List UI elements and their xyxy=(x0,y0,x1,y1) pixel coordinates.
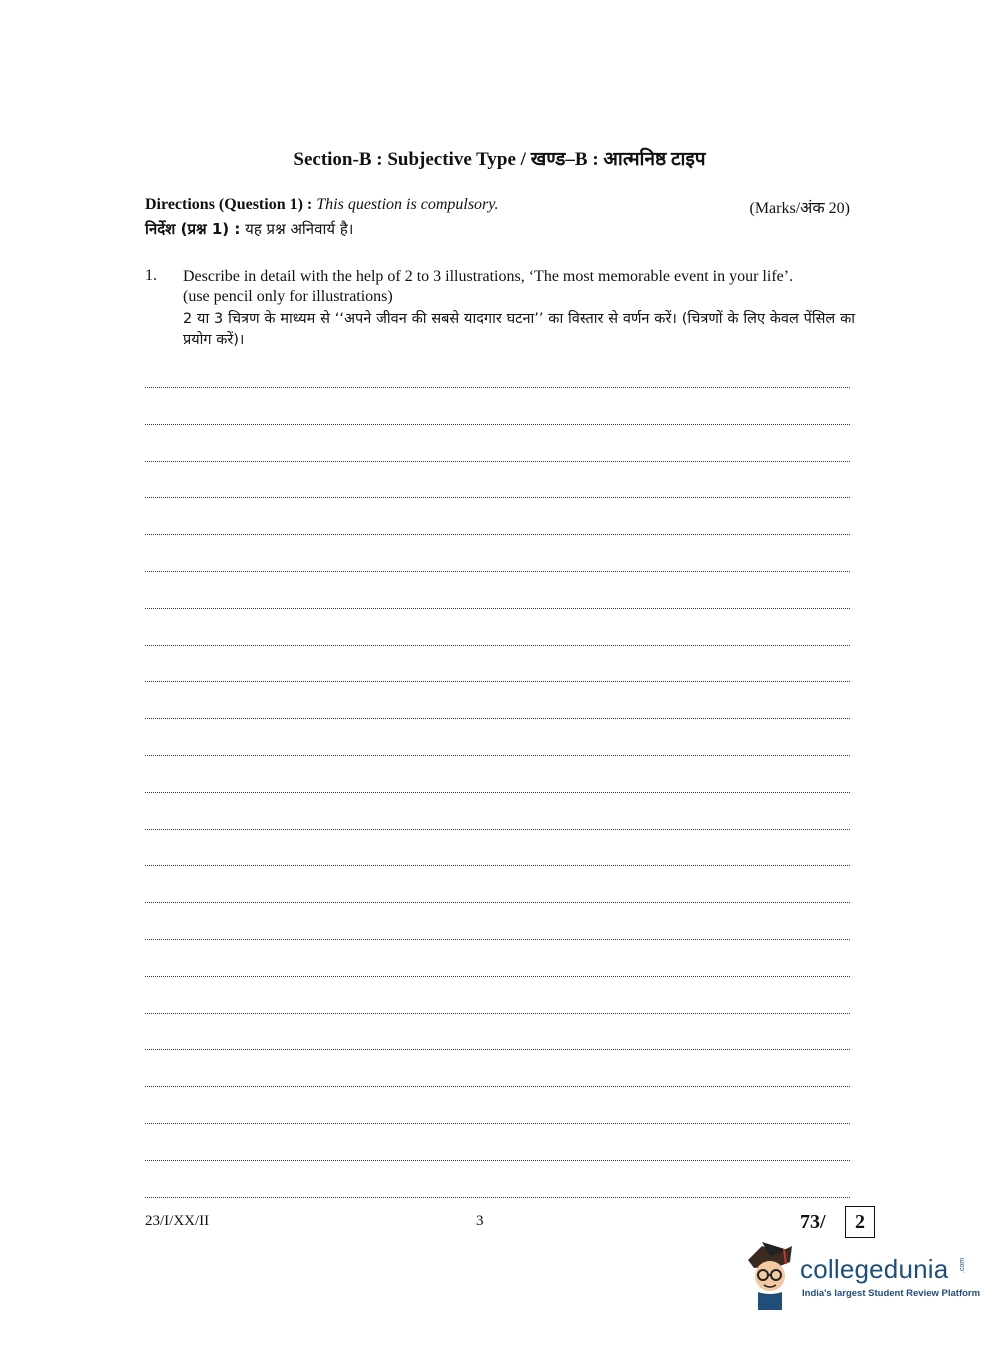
question-line-english: Describe in detail with the help of 2 to 3 illustrations, ‘The most memorable event in your life’. xyxy=(183,268,794,285)
paper-number: 73/ xyxy=(800,1211,826,1233)
directions-text: This question is compulsory. xyxy=(316,196,499,213)
question-text xyxy=(183,267,855,351)
answer-line[interactable] xyxy=(145,1049,850,1050)
answer-line[interactable] xyxy=(145,534,850,535)
answer-line[interactable] xyxy=(145,792,850,793)
answer-line[interactable] xyxy=(145,571,850,572)
collegedunia-domain: .com xyxy=(959,1257,967,1274)
answer-line[interactable] xyxy=(145,461,850,462)
question-number: 1. xyxy=(145,267,157,284)
answer-line[interactable] xyxy=(145,1013,850,1014)
collegedunia-tagline: India's largest Student Review Platform xyxy=(802,1288,981,1299)
directions-label-hindi: निर्देश (प्रश्न 1) : xyxy=(145,220,241,238)
answer-line[interactable] xyxy=(145,608,850,609)
answer-line[interactable] xyxy=(145,902,850,903)
answer-line[interactable] xyxy=(145,939,850,940)
section-title: Section-B : Subjective Type / खण्ड–B : आत्मनिष्ठ टाइप xyxy=(293,149,706,170)
answer-line[interactable] xyxy=(145,497,850,498)
answer-line[interactable] xyxy=(145,829,850,830)
set-number-box: 2 xyxy=(845,1206,875,1238)
answer-line[interactable] xyxy=(145,865,850,866)
answer-line[interactable] xyxy=(145,424,850,425)
directions-text-hindi: यह प्रश्न अनिवार्य है। xyxy=(245,220,354,238)
answer-line[interactable] xyxy=(145,976,850,977)
answer-line[interactable] xyxy=(145,1123,850,1124)
page-number: 3 xyxy=(476,1213,484,1229)
directions-label: Directions (Question 1) : xyxy=(145,196,313,213)
answer-line[interactable] xyxy=(145,387,850,388)
collegedunia-logo-text: collegedunia xyxy=(800,1254,949,1284)
answer-line[interactable] xyxy=(145,1160,850,1161)
answer-line[interactable] xyxy=(145,755,850,756)
directions-hindi xyxy=(145,219,353,239)
answer-line[interactable] xyxy=(145,718,850,719)
question-text-hindi: 2 या 3 चित्रण के माध्यम से ‘‘अपने जीवन की सबसे यादगार घटना’’ का विस्तार से वर्णन करें। (चित्रणों के लिए केवल पेंसिल का प्रयोग करें)। xyxy=(183,311,855,348)
footer-code: 23/I/XX/II xyxy=(145,1213,210,1229)
marks-label: (Marks/अंक 20) xyxy=(749,200,850,217)
answer-line[interactable] xyxy=(145,1086,850,1087)
question-note-english: (use pencil only for illustrations) xyxy=(183,288,393,305)
answer-line[interactable] xyxy=(145,1197,850,1198)
directions-english xyxy=(145,196,498,214)
answer-line[interactable] xyxy=(145,681,850,682)
answer-line[interactable] xyxy=(145,645,850,646)
